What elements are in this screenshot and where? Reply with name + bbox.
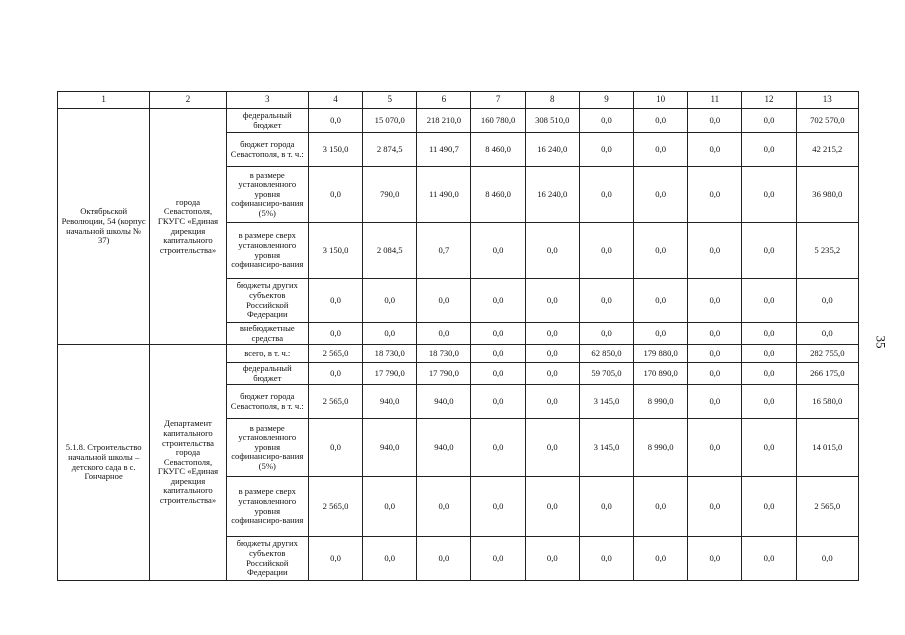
amount-cell: 0,0 [417,323,471,345]
amount-cell: 0,0 [688,419,742,477]
amount-cell: 0,0 [579,133,633,167]
amount-cell: 0,0 [363,537,417,581]
amount-cell: 36 980,0 [796,167,858,223]
amount-cell: 0,0 [525,477,579,537]
column-header: 7 [471,92,525,109]
amount-cell: 0,0 [742,167,796,223]
amount-cell: 0,0 [308,323,362,345]
object-name-cell: 5.1.8. Строительство начальной школы – детского сада в с. Гончарное [58,345,150,581]
amount-cell: 0,0 [308,279,362,323]
amount-cell: 0,0 [471,345,525,363]
amount-cell: 0,0 [634,279,688,323]
amount-cell: 0,0 [471,419,525,477]
amount-cell: 0,0 [417,477,471,537]
executor-cell: города Севастополя, ГКУГС «Единая дирекция капитального строительства» [150,109,226,345]
amount-cell: 3 150,0 [308,133,362,167]
amount-cell: 0,0 [688,345,742,363]
amount-cell: 0,0 [363,279,417,323]
amount-cell: 0,0 [688,385,742,419]
amount-cell: 0,0 [688,279,742,323]
amount-cell: 0,0 [688,323,742,345]
amount-cell: 0,0 [742,279,796,323]
amount-cell: 0,0 [471,477,525,537]
amount-cell: 0,0 [634,537,688,581]
funding-source-cell: в размере установленного уровня софинансиро-вания (5%) [226,167,308,223]
amount-cell: 940,0 [417,385,471,419]
amount-cell: 282 755,0 [796,345,858,363]
amount-cell: 308 510,0 [525,109,579,133]
funding-source-cell: в размере сверх установленного уровня софинансиро-вания [226,477,308,537]
amount-cell: 0,0 [742,109,796,133]
amount-cell: 0,7 [417,223,471,279]
amount-cell: 0,0 [308,167,362,223]
amount-cell: 0,0 [742,363,796,385]
amount-cell: 940,0 [363,385,417,419]
executor-cell: Департамент капитального строительства города Севастополя, ГКУГС «Единая дирекция капитального строительства» [150,345,226,581]
amount-cell: 18 730,0 [417,345,471,363]
amount-cell: 42 215,2 [796,133,858,167]
column-header: 10 [634,92,688,109]
amount-cell: 0,0 [688,363,742,385]
column-header: 2 [150,92,226,109]
amount-cell: 0,0 [525,345,579,363]
amount-cell: 0,0 [471,323,525,345]
amount-cell: 0,0 [525,419,579,477]
amount-cell: 16 240,0 [525,167,579,223]
amount-cell: 0,0 [579,167,633,223]
amount-cell: 0,0 [308,363,362,385]
amount-cell: 0,0 [579,109,633,133]
amount-cell: 0,0 [742,419,796,477]
amount-cell: 0,0 [363,323,417,345]
amount-cell: 16 240,0 [525,133,579,167]
column-header: 3 [226,92,308,109]
amount-cell: 0,0 [634,109,688,133]
amount-cell: 0,0 [796,537,858,581]
page-number: 35 [873,335,889,349]
amount-cell: 0,0 [525,385,579,419]
amount-cell: 0,0 [579,477,633,537]
amount-cell: 0,0 [742,133,796,167]
funding-source-cell: бюджеты других субъектов Российской Федерации [226,537,308,581]
funding-source-cell: всего, в т. ч.: [226,345,308,363]
column-header: 11 [688,92,742,109]
column-header: 8 [525,92,579,109]
column-header: 1 [58,92,150,109]
amount-cell: 0,0 [688,223,742,279]
amount-cell: 14 015,0 [796,419,858,477]
amount-cell: 0,0 [579,323,633,345]
funding-source-cell: в размере сверх установленного уровня софинансиро-вания [226,223,308,279]
funding-source-cell: в размере установленного уровня софинансиро-вания (5%) [226,419,308,477]
amount-cell: 940,0 [417,419,471,477]
funding-source-cell: внебюджетные средства [226,323,308,345]
header-row [58,92,859,109]
amount-cell: 3 150,0 [308,223,362,279]
amount-cell: 62 850,0 [579,345,633,363]
amount-cell: 3 145,0 [579,419,633,477]
amount-cell: 0,0 [796,323,858,345]
amount-cell: 0,0 [471,363,525,385]
amount-cell: 15 070,0 [363,109,417,133]
amount-cell: 0,0 [471,385,525,419]
amount-cell: 0,0 [525,279,579,323]
amount-cell: 790,0 [363,167,417,223]
amount-cell: 0,0 [742,477,796,537]
amount-cell: 8 460,0 [471,133,525,167]
amount-cell: 0,0 [417,537,471,581]
amount-cell: 0,0 [742,385,796,419]
amount-cell: 0,0 [525,223,579,279]
column-header: 4 [308,92,362,109]
table-row [58,109,859,133]
amount-cell: 0,0 [742,323,796,345]
amount-cell: 2 565,0 [308,385,362,419]
amount-cell: 0,0 [634,223,688,279]
amount-cell: 0,0 [634,323,688,345]
amount-cell: 0,0 [579,537,633,581]
amount-cell: 0,0 [308,419,362,477]
funding-table [57,91,859,581]
object-name-cell: Октябрьской Революции, 54 (корпус начальной школы № 37) [58,109,150,345]
amount-cell: 0,0 [579,279,633,323]
amount-cell: 2 874,5 [363,133,417,167]
amount-cell: 0,0 [742,223,796,279]
table-row [58,345,859,363]
amount-cell: 0,0 [688,477,742,537]
amount-cell: 0,0 [742,537,796,581]
amount-cell: 0,0 [417,279,471,323]
amount-cell: 2 565,0 [308,477,362,537]
amount-cell: 8 990,0 [634,419,688,477]
amount-cell: 702 570,0 [796,109,858,133]
amount-cell: 940,0 [363,419,417,477]
amount-cell: 2 565,0 [796,477,858,537]
amount-cell: 17 790,0 [363,363,417,385]
amount-cell: 11 490,0 [417,167,471,223]
column-header: 13 [796,92,858,109]
amount-cell: 8 990,0 [634,385,688,419]
amount-cell: 0,0 [688,537,742,581]
amount-cell: 2 084,5 [363,223,417,279]
amount-cell: 59 705,0 [579,363,633,385]
amount-cell: 0,0 [688,167,742,223]
amount-cell: 179 880,0 [634,345,688,363]
amount-cell: 170 890,0 [634,363,688,385]
amount-cell: 11 490,7 [417,133,471,167]
amount-cell: 0,0 [742,345,796,363]
amount-cell: 5 235,2 [796,223,858,279]
amount-cell: 0,0 [579,223,633,279]
amount-cell: 0,0 [634,167,688,223]
column-header: 6 [417,92,471,109]
column-header: 9 [579,92,633,109]
amount-cell: 0,0 [634,133,688,167]
funding-source-cell: бюджеты других субъектов Российской Федерации [226,279,308,323]
amount-cell: 0,0 [363,477,417,537]
funding-source-cell: федеральный бюджет [226,109,308,133]
amount-cell: 0,0 [308,537,362,581]
amount-cell: 0,0 [796,279,858,323]
amount-cell: 160 780,0 [471,109,525,133]
amount-cell: 16 580,0 [796,385,858,419]
amount-cell: 0,0 [308,109,362,133]
amount-cell: 0,0 [634,477,688,537]
column-header: 12 [742,92,796,109]
funding-source-cell: бюджет города Севастополя, в т. ч.: [226,133,308,167]
amount-cell: 3 145,0 [579,385,633,419]
funding-source-cell: бюджет города Севастополя, в т. ч.: [226,385,308,419]
amount-cell: 0,0 [471,223,525,279]
amount-cell: 0,0 [525,537,579,581]
amount-cell: 218 210,0 [417,109,471,133]
amount-cell: 0,0 [471,537,525,581]
amount-cell: 0,0 [525,323,579,345]
amount-cell: 18 730,0 [363,345,417,363]
amount-cell: 266 175,0 [796,363,858,385]
amount-cell: 8 460,0 [471,167,525,223]
amount-cell: 0,0 [471,279,525,323]
funding-source-cell: федеральный бюджет [226,363,308,385]
amount-cell: 0,0 [688,133,742,167]
column-header: 5 [363,92,417,109]
amount-cell: 2 565,0 [308,345,362,363]
amount-cell: 0,0 [688,109,742,133]
amount-cell: 0,0 [525,363,579,385]
amount-cell: 17 790,0 [417,363,471,385]
